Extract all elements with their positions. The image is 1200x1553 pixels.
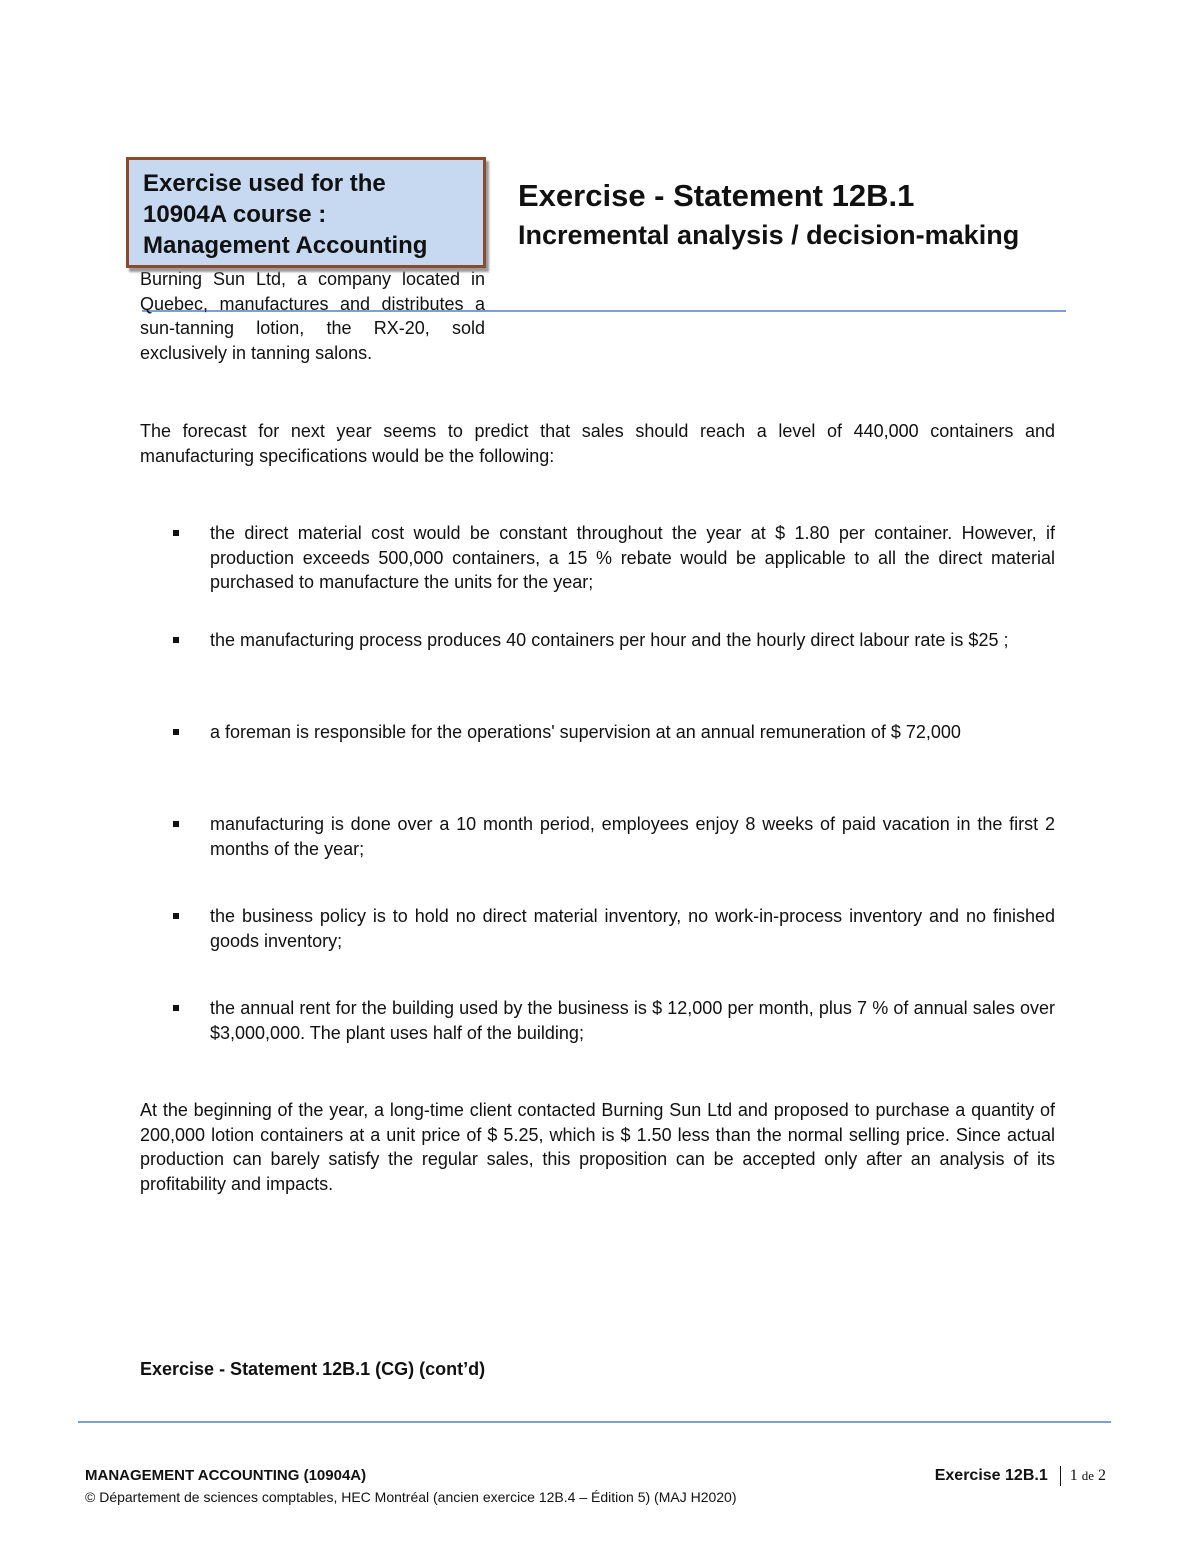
bullet-icon xyxy=(173,530,179,536)
list-item xyxy=(173,521,1055,595)
list-item-text: the annual rent for the building used by the business is $ 12,000 per month, plus 7 % of annual sales over $3,000,000. The plant uses half of the building; xyxy=(210,998,1055,1043)
intro-paragraph: Burning Sun Ltd, a company located in Quebec, manufactures and distributes a sun-tanning lotion, the RX-20, sold exclusively in tanning salons. xyxy=(140,269,485,363)
footer-divider xyxy=(78,1421,1111,1423)
bullet-icon xyxy=(173,821,179,827)
page-title: Exercise - Statement 12B.1 xyxy=(518,178,915,213)
footer-copyright: © Département de sciences comptables, HEC Montréal (ancien exercice 12B.4 – Édition 5) (MAJ H2020) xyxy=(85,1489,737,1505)
course-box-line-1: Exercise used for the xyxy=(143,170,386,197)
course-box-line-2: 10904A course : xyxy=(143,201,327,228)
list-item-text: a foreman is responsible for the operations' supervision at an annual remuneration of $ 72,000 xyxy=(210,722,961,742)
list-item xyxy=(173,812,1055,861)
list-item-text: the business policy is to hold no direct material inventory, no work-in-process inventory and no finished goods inventory; xyxy=(210,906,1055,951)
footer-course-name: MANAGEMENT ACCOUNTING (10904A) xyxy=(85,1467,367,1484)
footer-exercise-label: Exercise 12B.1 xyxy=(934,1467,1048,1484)
forecast-paragraph: The forecast for next year seems to predict that sales should reach a level of 440,000 containers and manufacturing specifications would be the following: xyxy=(140,421,1055,466)
list-item-text: the direct material cost would be constant throughout the year at $ 1.80 per container. However, if production exceeds 500,000 containers, a 15 % rebate would be applicable to all the direct material purchased to manufacture the units for the year; xyxy=(210,523,1055,592)
bullet-icon xyxy=(173,913,179,919)
list-item xyxy=(173,628,1055,653)
list-item xyxy=(173,904,1055,953)
list-item xyxy=(173,996,1055,1045)
list-item-text: manufacturing is done over a 10 month period, employees enjoy 8 weeks of paid vacation in the first 2 months of the year; xyxy=(210,814,1055,859)
list-item-text: the manufacturing process produces 40 containers per hour and the hourly direct labour rate is $25 ; xyxy=(210,630,1009,650)
page-of-label: de xyxy=(1081,1468,1094,1483)
bullet-icon xyxy=(173,729,179,735)
page-total: 2 xyxy=(1098,1467,1106,1484)
bullet-icon xyxy=(173,637,179,643)
list-item xyxy=(173,720,1055,745)
continued-heading: Exercise - Statement 12B.1 (CG) (cont’d) xyxy=(140,1359,486,1379)
footer-separator xyxy=(1060,1466,1061,1486)
footer-page-info xyxy=(935,1466,1106,1486)
page-number xyxy=(1070,1467,1106,1485)
page-subtitle: Incremental analysis / decision-making xyxy=(518,220,1020,250)
course-box-line-3: Management Accounting xyxy=(143,232,428,259)
bullet-icon xyxy=(173,1005,179,1011)
page-current: 1 xyxy=(1069,1467,1078,1484)
course-info-box xyxy=(126,157,486,268)
closing-paragraph: At the beginning of the year, a long-time client contacted Burning Sun Ltd and proposed to purchase a quantity of 200,000 lotion containers at a unit price of $ 5.25, which is $ 1.50 less than the normal selling price. Since actual production can barely satisfy the regular sales, this proposition can be accepted only after an analysis of its profitability and impacts. xyxy=(140,1100,1055,1194)
